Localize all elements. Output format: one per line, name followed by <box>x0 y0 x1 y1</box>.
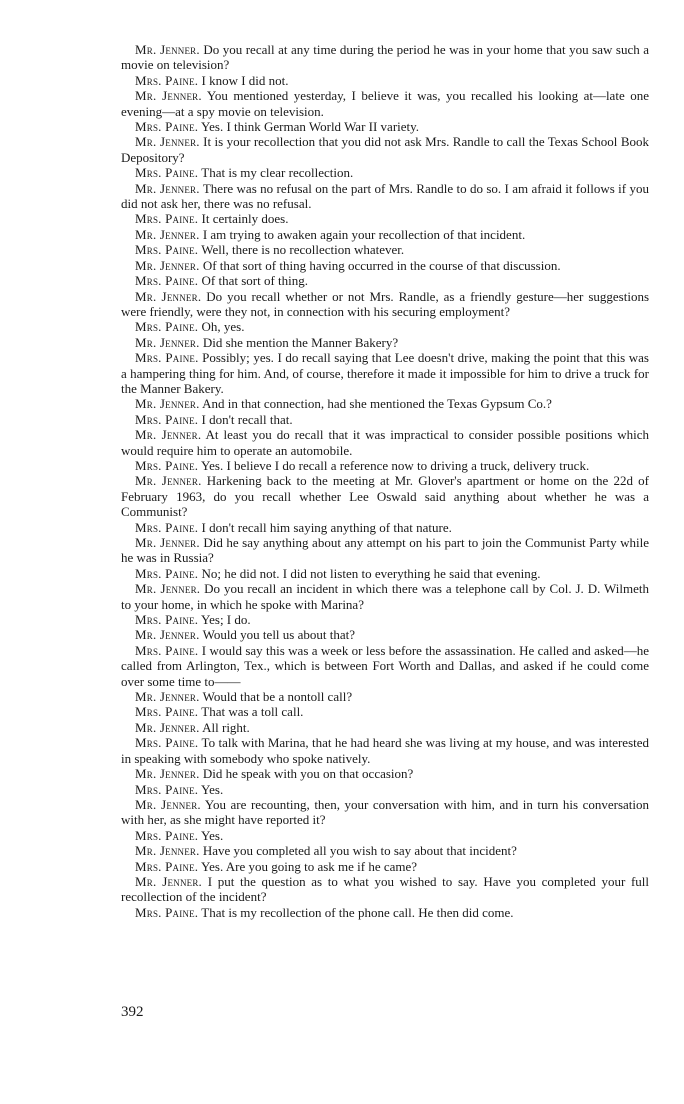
page-number: 392 <box>121 1004 144 1020</box>
utterance-text: Yes. I think German World War II variety. <box>201 119 420 135</box>
utterance-text: I put the question as to what you wished to say. Have you completed your full recollection of the incident? <box>121 873 650 905</box>
utterance-text: You are recounting, then, your conversation with him, and in turn his conversation with her, as she might have reported it? <box>121 796 649 828</box>
utterance-text: Yes; I do. <box>201 612 251 628</box>
utterance-text: All right. <box>202 719 250 735</box>
utterance-text: I would say this was a week or less before the assassination. He called and asked—he called from Arlington, Tex., which is between Fort Worth and Dallas, and asked if he could come over some time to—— <box>121 642 650 689</box>
speaker-name: Mrs. Paine. <box>135 350 199 366</box>
speaker-name: Mr. Jenner. <box>135 689 200 705</box>
transcript-paragraph <box>121 242 649 257</box>
speaker-name: Mrs. Paine. <box>135 704 199 720</box>
transcript-paragraph <box>121 704 649 719</box>
utterance-text: I don't recall that. <box>201 411 293 427</box>
transcript-paragraph <box>121 335 649 350</box>
transcript-paragraph <box>121 134 649 165</box>
utterance-text: Oh, yes. <box>201 319 245 335</box>
speaker-name: Mr. Jenner. <box>135 873 202 889</box>
transcript-paragraph <box>121 782 649 797</box>
utterance-text: Yes. <box>201 781 224 797</box>
utterance-text: Did he speak with you on that occasion? <box>202 766 414 782</box>
transcript-paragraph <box>121 828 649 843</box>
speaker-name: Mr. Jenner. <box>135 427 202 443</box>
transcript-paragraph <box>121 643 649 689</box>
utterance-text: Would that be a nontoll call? <box>202 689 353 705</box>
utterance-text: That was a toll call. <box>201 704 304 720</box>
utterance-text: That is my clear recollection. <box>201 165 354 181</box>
utterance-text: I know I did not. <box>201 72 289 88</box>
speaker-name: Mrs. Paine. <box>135 642 199 658</box>
transcript-page <box>121 42 649 920</box>
speaker-name: Mr. Jenner. <box>135 843 200 859</box>
utterance-text: Of that sort of thing having occurred in the course of that discussion. <box>202 257 561 273</box>
speaker-name: Mrs. Paine. <box>135 273 199 289</box>
speaker-name: Mrs. Paine. <box>135 781 199 797</box>
utterance-text: At least you do recall that it was impractical to consider possible positions which would require him to operate an automobile. <box>121 427 649 458</box>
speaker-name: Mr. Jenner. <box>135 226 200 242</box>
transcript-paragraph <box>121 319 649 334</box>
transcript-paragraph <box>121 612 649 627</box>
speaker-name: Mr. Jenner. <box>135 180 200 196</box>
speaker-name: Mrs. Paine. <box>135 565 199 581</box>
transcript-paragraph <box>121 273 649 288</box>
transcript-paragraph <box>121 905 649 920</box>
utterance-text: To talk with Marina, that he had heard she was living at my house, and was interested in speaking with somebody who spoke natively. <box>121 735 650 766</box>
speaker-name: Mr. Jenner. <box>135 473 202 489</box>
speaker-name: Mr. Jenner. <box>135 134 200 150</box>
utterance-text: Have you completed all you wish to say about that incident? <box>202 843 517 859</box>
transcript-paragraph <box>121 396 649 411</box>
utterance-text: Did she mention the Manner Bakery? <box>202 334 399 350</box>
transcript-paragraph <box>121 735 649 766</box>
transcript-paragraph <box>121 874 649 905</box>
utterance-text: There was no refusal on the part of Mrs. Randle to do so. I am afraid it follows if you did not ask her, there was no refusal. <box>121 180 649 212</box>
speaker-name: Mrs. Paine. <box>135 858 199 874</box>
speaker-name: Mr. Jenner. <box>135 581 201 597</box>
speaker-name: Mr. Jenner. <box>135 796 201 812</box>
speaker-name: Mrs. Paine. <box>135 904 199 920</box>
speaker-name: Mr. Jenner. <box>135 719 200 735</box>
speaker-name: Mr. Jenner. <box>135 535 200 550</box>
utterance-text: Harkening back to the meeting at Mr. Glover's apartment or home on the 22d of February 1963, do you recall whether Lee Oswald said anything about whether he was a Communist? <box>121 473 650 520</box>
utterance-text: That is my recollection of the phone call. He then did come. <box>201 904 514 920</box>
utterance-text: Do you recall at any time during the period he was in your home that you saw such a movie on television? <box>121 42 649 73</box>
transcript-paragraph <box>121 289 649 320</box>
utterance-text: Do you recall an incident in which there was a telephone call by Col. J. D. Wilmeth to your home, in which he spoke with Marina? <box>121 581 649 612</box>
transcript-paragraph <box>121 119 649 134</box>
transcript-paragraph <box>121 211 649 226</box>
utterance-text: Of that sort of thing. <box>201 273 309 289</box>
transcript-paragraph <box>121 627 649 642</box>
speaker-name: Mr. Jenner. <box>135 42 200 57</box>
speaker-name: Mrs. Paine. <box>135 519 199 535</box>
speaker-name: Mrs. Paine. <box>135 612 199 628</box>
utterance-text: It is your recollection that you did not ask Mrs. Randle to call the Texas School Book Depository? <box>121 134 649 165</box>
speaker-name: Mrs. Paine. <box>135 211 199 227</box>
speaker-name: Mr. Jenner. <box>135 627 200 643</box>
utterance-text: Did he say anything about any attempt on his part to join the Communist Party while he was in Russia? <box>121 535 649 566</box>
transcript-paragraph <box>121 227 649 242</box>
utterance-text: Do you recall whether or not Mrs. Randle, as a friendly gesture—her suggestions were friendly, were they not, in connection with his securing employment? <box>121 288 649 319</box>
transcript-paragraph <box>121 581 649 612</box>
transcript-paragraph <box>121 165 649 180</box>
utterance-text: Yes. Are you going to ask me if he came? <box>201 858 418 874</box>
transcript-paragraph <box>121 258 649 273</box>
speaker-name: Mr. Jenner. <box>135 334 200 350</box>
transcript-paragraph <box>121 73 649 88</box>
transcript-paragraph <box>121 458 649 473</box>
utterance-text: Yes. <box>201 827 224 843</box>
speaker-name: Mr. Jenner. <box>135 288 202 304</box>
utterance-text: Possibly; yes. I do recall saying that Lee doesn't drive, making the point that this was a hampering thing for him. And, of course, therefore it made it impossible for him to drive a truck for the Manner Bakery. <box>121 350 649 396</box>
speaker-name: Mrs. Paine. <box>135 165 199 181</box>
transcript-paragraph <box>121 520 649 535</box>
transcript-paragraph <box>121 859 649 874</box>
transcript-paragraph <box>121 720 649 735</box>
speaker-name: Mr. Jenner. <box>135 257 200 273</box>
transcript-paragraph <box>121 473 649 519</box>
speaker-name: Mr. Jenner. <box>135 766 200 782</box>
transcript-paragraph <box>121 689 649 704</box>
speaker-name: Mrs. Paine. <box>135 411 199 427</box>
utterance-text: No; he did not. I did not listen to everything he said that evening. <box>201 565 541 581</box>
transcript-paragraph <box>121 843 649 858</box>
speaker-name: Mrs. Paine. <box>135 119 199 135</box>
speaker-name: Mr. Jenner. <box>135 88 202 104</box>
utterance-text: It certainly does. <box>201 211 289 227</box>
transcript-paragraph <box>121 88 649 119</box>
utterance-text: I don't recall him saying anything of that nature. <box>201 519 452 535</box>
speaker-name: Mrs. Paine. <box>135 319 199 335</box>
utterance-text: Well, there is no recollection whatever. <box>201 242 405 258</box>
transcript-paragraph <box>121 566 649 581</box>
speaker-name: Mr. Jenner. <box>135 396 200 412</box>
transcript-paragraph <box>121 766 649 781</box>
speaker-name: Mrs. Paine. <box>135 457 199 473</box>
utterance-text: You mentioned yesterday, I believe it was, you recalled his looking at—late one evening—at a spy movie on television. <box>121 88 649 119</box>
utterance-text: Would you tell us about that? <box>202 627 355 643</box>
utterance-text: Yes. I believe I do recall a reference now to driving a truck, delivery truck. <box>201 457 590 473</box>
utterance-text: And in that connection, had she mentioned the Texas Gypsum Co.? <box>202 396 552 412</box>
transcript-paragraph <box>121 42 649 73</box>
transcript-paragraph <box>121 350 649 396</box>
speaker-name: Mrs. Paine. <box>135 827 199 843</box>
speaker-name: Mrs. Paine. <box>135 735 199 751</box>
transcript-paragraph <box>121 181 649 212</box>
transcript-paragraph <box>121 412 649 427</box>
transcript-paragraph <box>121 535 649 566</box>
transcript-paragraph <box>121 797 649 828</box>
speaker-name: Mrs. Paine. <box>135 242 199 258</box>
transcript-paragraph <box>121 427 649 458</box>
utterance-text: I am trying to awaken again your recollection of that incident. <box>202 226 526 242</box>
speaker-name: Mrs. Paine. <box>135 72 199 88</box>
